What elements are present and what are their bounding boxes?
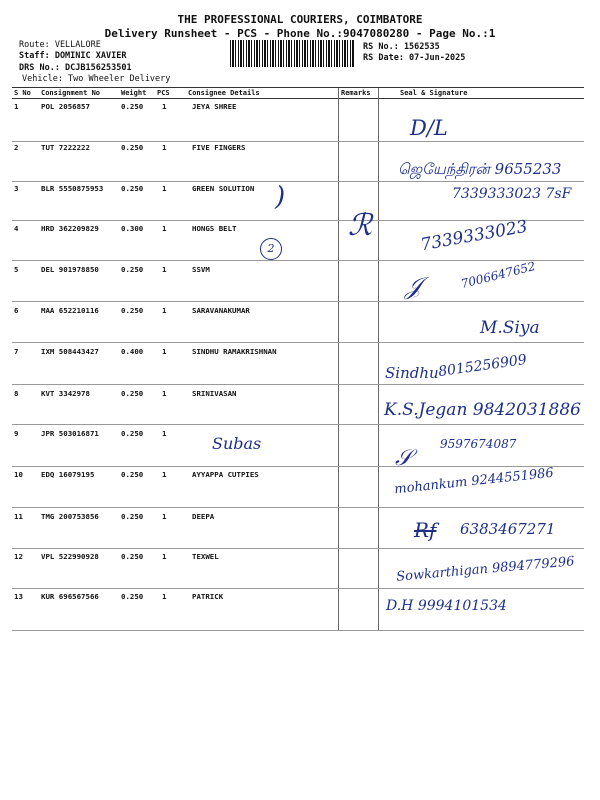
row-1-consignment: POL 2056857 <box>41 102 90 111</box>
row-3-signature: 7339333023 7sF <box>452 186 572 202</box>
row-8-signature: K.S.Jegan 9842031886 <box>384 400 581 420</box>
row-10-sno: 10 <box>14 470 23 479</box>
row-8-rule <box>12 424 584 425</box>
route-label: Route: VELLALORE <box>19 40 101 50</box>
row-1-signature: D/L <box>410 116 448 140</box>
row-11-rule <box>12 548 584 549</box>
row-11-consignment: TMG 200753856 <box>41 512 99 521</box>
row-11-scribble: Rf <box>414 518 437 542</box>
company-title: THE PROFESSIONAL COURIERS, COIMBATORE <box>177 13 423 26</box>
row-9-pcs: 1 <box>162 429 167 438</box>
drs-number: DRS No.: DCJB156253501 <box>19 63 132 73</box>
row-9-scribble: 𝒮 <box>395 446 413 471</box>
row-13-rule <box>12 630 584 631</box>
row-2-signature: ஜெயேந்திரன் 9655233 <box>398 160 562 178</box>
row-11-signature: 6383467271 <box>460 520 556 538</box>
staff-label: Staff: DOMINIC XAVIER <box>19 51 127 61</box>
column-header-consignment: Consignment No <box>41 89 101 97</box>
row-3-pen-stroke: ) <box>275 182 286 212</box>
row-9-handwritten-name: Subas <box>212 434 262 453</box>
row-7-sno: 7 <box>14 347 19 356</box>
row-5-scribble: 𝒥 <box>405 272 422 300</box>
row-5-consignment: DEL 901978850 <box>41 265 99 274</box>
row-4-rule <box>12 260 584 261</box>
row-4-circled-number: 2 <box>260 238 282 260</box>
row-7-scribble: Sindhu <box>385 364 439 382</box>
barcode-image <box>230 40 355 67</box>
row-9-sno: 9 <box>14 429 19 438</box>
vehicle-label: Vehicle: Two Wheeler Delivery <box>22 74 171 84</box>
row-2-rule <box>12 181 584 182</box>
row-7-consignment: IXM 508443427 <box>41 347 99 356</box>
row-4-consignment: HRD 362209829 <box>41 224 99 233</box>
row-3-consignment: BLR 5550875953 <box>41 184 104 193</box>
row-10-consignment: EDQ 16079195 <box>41 470 95 479</box>
row-11-consignee: DEEPA <box>192 512 215 521</box>
table-top-rule <box>12 87 584 88</box>
row-4-sno: 4 <box>14 224 19 233</box>
row-7-rule <box>12 384 584 385</box>
row-12-pcs: 1 <box>162 552 167 561</box>
row-12-sno: 12 <box>14 552 23 561</box>
column-header-seal: Seal & Signature <box>400 89 468 97</box>
row-6-consignee: SARAVANAKUMAR <box>192 306 250 315</box>
row-4-weight: 0.300 <box>121 224 144 233</box>
row-1-rule <box>12 141 584 142</box>
row-9-consignment: JPR 503016871 <box>41 429 99 438</box>
column-header-consignee: Consignee Details <box>188 89 260 97</box>
row-5-consignee: SSVM <box>192 265 210 274</box>
rs-number: RS No.: 1562535 <box>363 42 440 52</box>
row-5-weight: 0.250 <box>121 265 144 274</box>
row-10-signature: mohankum 9244551986 <box>393 465 555 498</box>
row-13-pcs: 1 <box>162 592 167 601</box>
row-10-weight: 0.250 <box>121 470 144 479</box>
row-5-rule <box>12 301 584 302</box>
row-11-pcs: 1 <box>162 512 167 521</box>
row-7-consignee: SINDHU RAMAKRISHNAN <box>192 347 277 356</box>
row-13-sno: 13 <box>14 592 23 601</box>
row-10-consignee: AYYAPPA CUTPIES <box>192 470 259 479</box>
row-11-weight: 0.250 <box>121 512 144 521</box>
row-12-consignee: TEXWEL <box>192 552 219 561</box>
row-13-weight: 0.250 <box>121 592 144 601</box>
row-9-signature: 9597674087 <box>440 437 517 451</box>
row-5-pcs: 1 <box>162 265 167 274</box>
column-header-sno: S No <box>14 89 31 97</box>
row-8-weight: 0.250 <box>121 389 144 398</box>
row-1-consignee: JEYA SHREE <box>192 102 237 111</box>
row-12-signature: Sowkarthigan 9894779296 <box>395 554 576 585</box>
row-1-sno: 1 <box>14 102 19 111</box>
row-6-pcs: 1 <box>162 306 167 315</box>
row-4-scribble: ℛ <box>348 208 372 243</box>
row-6-consignment: MAA 652210116 <box>41 306 99 315</box>
row-5-signature: 7006647652 <box>459 258 537 292</box>
row-9-weight: 0.250 <box>121 429 144 438</box>
row-3-sno: 3 <box>14 184 19 193</box>
row-12-consignment: VPL 522990928 <box>41 552 99 561</box>
column-header-weight: Weight <box>121 89 147 97</box>
seal-column-divider <box>378 88 379 631</box>
rs-date: RS Date: 07-Jun-2025 <box>363 53 466 63</box>
row-11-sno: 11 <box>14 512 23 521</box>
remarks-column-divider <box>338 88 339 631</box>
row-9-rule <box>12 466 584 467</box>
row-12-weight: 0.250 <box>121 552 144 561</box>
row-13-signature: D.H 9994101534 <box>386 598 507 614</box>
row-10-rule <box>12 507 584 508</box>
row-12-rule <box>12 588 584 589</box>
row-2-consignment: TUT 7222222 <box>41 143 90 152</box>
column-header-remarks: Remarks <box>341 89 371 97</box>
runsheet-subtitle: Delivery Runsheet - PCS - Phone No.:9047080280 - Page No.:1 <box>104 27 496 40</box>
row-6-sno: 6 <box>14 306 19 315</box>
row-3-weight: 0.250 <box>121 184 144 193</box>
row-2-weight: 0.250 <box>121 143 144 152</box>
row-13-consignment: KUR 696567566 <box>41 592 99 601</box>
row-4-pcs: 1 <box>162 224 167 233</box>
row-13-consignee: PATRICK <box>192 592 224 601</box>
row-10-pcs: 1 <box>162 470 167 479</box>
row-3-pcs: 1 <box>162 184 167 193</box>
row-6-signature: M.Siya <box>480 318 540 338</box>
row-1-pcs: 1 <box>162 102 167 111</box>
row-8-consignee: SRINIVASAN <box>192 389 237 398</box>
row-4-signature: 7339333023 <box>419 216 530 256</box>
row-5-sno: 5 <box>14 265 19 274</box>
row-6-weight: 0.250 <box>121 306 144 315</box>
row-2-sno: 2 <box>14 143 19 152</box>
row-7-weight: 0.400 <box>121 347 144 356</box>
row-7-pcs: 1 <box>162 347 167 356</box>
table-header-rule <box>12 98 584 99</box>
row-1-weight: 0.250 <box>121 102 144 111</box>
row-8-pcs: 1 <box>162 389 167 398</box>
row-4-consignee: HONGS BELT <box>192 224 237 233</box>
row-8-consignment: KVT 3342978 <box>41 389 90 398</box>
row-8-sno: 8 <box>14 389 19 398</box>
column-header-pcs: PCS <box>157 89 170 97</box>
row-2-consignee: FIVE FINGERS <box>192 143 246 152</box>
row-3-consignee: GREEN SOLUTION <box>192 184 255 193</box>
row-7-signature: 8015256909 <box>437 351 528 381</box>
row-2-pcs: 1 <box>162 143 167 152</box>
row-6-rule <box>12 342 584 343</box>
